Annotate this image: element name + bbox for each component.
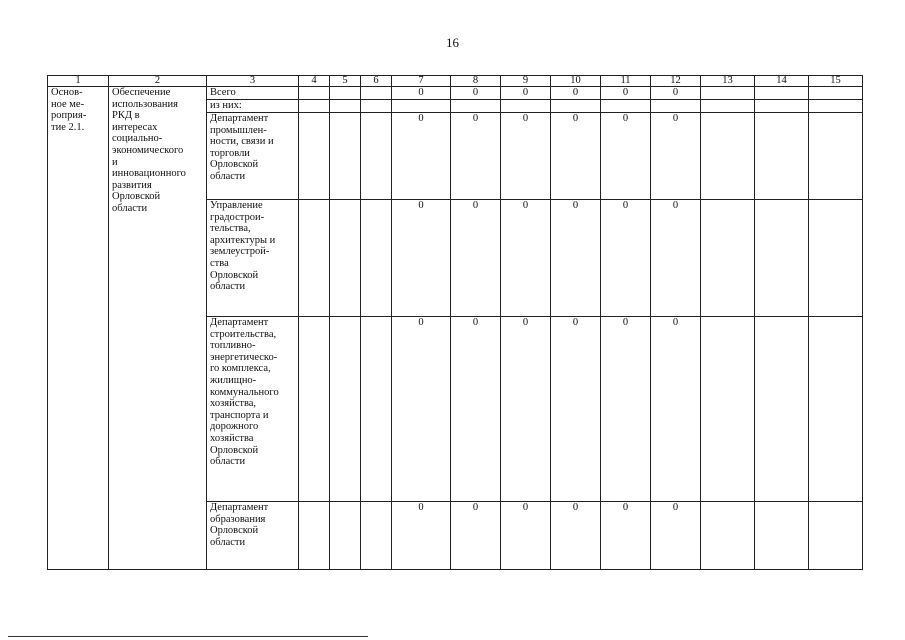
column-header: 10 bbox=[551, 76, 601, 87]
value-cell bbox=[451, 100, 501, 113]
value-cell bbox=[551, 100, 601, 113]
value-cell bbox=[392, 100, 451, 113]
value-cell bbox=[701, 502, 755, 570]
value-cell: 0 bbox=[601, 317, 651, 502]
value-cell bbox=[330, 87, 361, 100]
column-header: 8 bbox=[451, 76, 501, 87]
activity-description: Обеспечение использования РКД в интересах социально- экономического и инновационного развития Орловской области bbox=[109, 87, 207, 570]
value-cell: 0 bbox=[551, 87, 601, 100]
value-cell bbox=[701, 113, 755, 200]
activity-code: Основ- ное ме- роприя- тие 2.1. bbox=[48, 87, 109, 570]
value-cell bbox=[361, 113, 392, 200]
value-cell bbox=[361, 87, 392, 100]
column-header: 1 bbox=[48, 76, 109, 87]
row-label: Департамент образования Орловской области bbox=[207, 502, 299, 570]
bottom-rule bbox=[8, 636, 368, 637]
value-cell: 0 bbox=[392, 317, 451, 502]
column-header: 3 bbox=[207, 76, 299, 87]
column-header: 12 bbox=[651, 76, 701, 87]
value-cell: 0 bbox=[601, 87, 651, 100]
column-header: 4 bbox=[299, 76, 330, 87]
value-cell bbox=[809, 113, 863, 200]
value-cell bbox=[299, 113, 330, 200]
value-cell bbox=[701, 200, 755, 317]
value-cell: 0 bbox=[501, 113, 551, 200]
value-cell bbox=[330, 200, 361, 317]
value-cell: 0 bbox=[392, 200, 451, 317]
value-cell bbox=[755, 87, 809, 100]
value-cell bbox=[755, 200, 809, 317]
value-cell: 0 bbox=[551, 113, 601, 200]
value-cell: 0 bbox=[392, 113, 451, 200]
value-cell: 0 bbox=[501, 502, 551, 570]
page-number: 16 bbox=[446, 35, 459, 50]
value-cell: 0 bbox=[451, 200, 501, 317]
value-cell: 0 bbox=[651, 87, 701, 100]
value-cell bbox=[299, 317, 330, 502]
value-cell bbox=[299, 200, 330, 317]
column-header: 11 bbox=[601, 76, 651, 87]
column-header: 15 bbox=[809, 76, 863, 87]
value-cell: 0 bbox=[551, 502, 601, 570]
value-cell bbox=[809, 317, 863, 502]
value-cell bbox=[755, 317, 809, 502]
value-cell bbox=[330, 113, 361, 200]
row-label: Департамент строительства, топливно- энергетическо- го комплекса, жилищно- коммунального хозяйства, транспорта и дорожного хозяйства Орловской области bbox=[207, 317, 299, 502]
header-row bbox=[48, 76, 863, 87]
value-cell: 0 bbox=[501, 87, 551, 100]
value-cell bbox=[809, 87, 863, 100]
value-cell: 0 bbox=[601, 113, 651, 200]
value-cell: 0 bbox=[651, 502, 701, 570]
value-cell: 0 bbox=[601, 200, 651, 317]
value-cell: 0 bbox=[451, 113, 501, 200]
value-cell bbox=[299, 87, 330, 100]
value-cell bbox=[755, 502, 809, 570]
value-cell bbox=[701, 100, 755, 113]
value-cell bbox=[330, 317, 361, 502]
value-cell bbox=[809, 502, 863, 570]
value-cell bbox=[601, 100, 651, 113]
value-cell: 0 bbox=[551, 317, 601, 502]
value-cell bbox=[809, 200, 863, 317]
value-cell: 0 bbox=[451, 87, 501, 100]
value-cell: 0 bbox=[451, 502, 501, 570]
value-cell bbox=[361, 317, 392, 502]
value-cell bbox=[809, 100, 863, 113]
value-cell: 0 bbox=[451, 317, 501, 502]
column-header: 6 bbox=[361, 76, 392, 87]
value-cell bbox=[330, 502, 361, 570]
row-label: Управление градострои- тельства, архитектуры и землеустрой- ства Орловской области bbox=[207, 200, 299, 317]
value-cell bbox=[330, 100, 361, 113]
value-cell: 0 bbox=[392, 87, 451, 100]
row-label: из них: bbox=[207, 100, 299, 113]
value-cell bbox=[361, 100, 392, 113]
column-header: 2 bbox=[109, 76, 207, 87]
row-label: Департамент промышлен- ности, связи и торговли Орловской области bbox=[207, 113, 299, 200]
value-cell bbox=[361, 502, 392, 570]
value-cell: 0 bbox=[651, 317, 701, 502]
row-label: Всего bbox=[207, 87, 299, 100]
value-cell: 0 bbox=[501, 317, 551, 502]
column-header: 5 bbox=[330, 76, 361, 87]
value-cell bbox=[299, 502, 330, 570]
value-cell bbox=[701, 317, 755, 502]
value-cell bbox=[755, 113, 809, 200]
column-header: 9 bbox=[501, 76, 551, 87]
value-cell bbox=[299, 100, 330, 113]
value-cell bbox=[651, 100, 701, 113]
value-cell: 0 bbox=[601, 502, 651, 570]
value-cell bbox=[755, 100, 809, 113]
column-header: 13 bbox=[701, 76, 755, 87]
value-cell bbox=[501, 100, 551, 113]
value-cell bbox=[361, 200, 392, 317]
funding-table bbox=[47, 75, 863, 570]
value-cell: 0 bbox=[501, 200, 551, 317]
value-cell: 0 bbox=[392, 502, 451, 570]
value-cell: 0 bbox=[651, 200, 701, 317]
value-cell bbox=[701, 87, 755, 100]
column-header: 7 bbox=[392, 76, 451, 87]
table-row bbox=[48, 87, 863, 100]
column-header: 14 bbox=[755, 76, 809, 87]
value-cell: 0 bbox=[651, 113, 701, 200]
value-cell: 0 bbox=[551, 200, 601, 317]
